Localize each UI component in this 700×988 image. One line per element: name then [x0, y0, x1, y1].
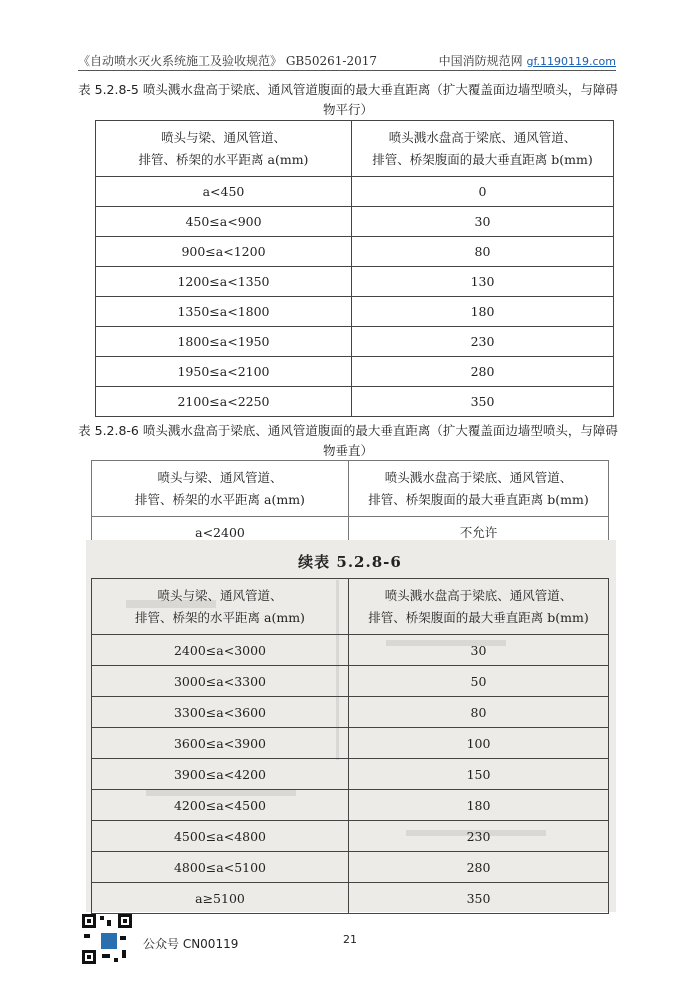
cell-b: 不允许 [349, 517, 609, 548]
table1-caption-line1: 表 5.2.8-5 喷头溅水盘高于梁底、通风管道腹面的最大垂直距离（扩大覆盖面边墙型喷头，与障碍 [78, 82, 618, 97]
site-url-link[interactable]: gf.1190119.com [526, 55, 616, 68]
cell-a: 1350≤a<1800 [96, 297, 352, 327]
cell-a: 4200≤a<4500 [92, 790, 349, 821]
table3-col1-header-line1: 喷头与梁、通风管道、 [157, 587, 283, 603]
table2-col1-header-line1: 喷头与梁、通风管道、 [157, 469, 283, 485]
cell-a: 2400≤a<3000 [92, 635, 349, 666]
cell-b: 180 [352, 297, 614, 327]
table-row [96, 237, 614, 267]
table2-caption [78, 421, 618, 461]
cell-b: 280 [352, 357, 614, 387]
wechat-account: 公众号 CN00119 [143, 937, 239, 951]
cell-b: 230 [352, 327, 614, 357]
site-name: 中国消防规范网 [438, 54, 523, 68]
cell-a: a<2400 [92, 517, 349, 548]
cell-b: 180 [349, 790, 609, 821]
cell-b: 350 [352, 387, 614, 417]
cell-a: 4500≤a<4800 [92, 821, 349, 852]
table-row [92, 821, 609, 852]
cell-b: 350 [349, 883, 609, 914]
header-divider [78, 70, 616, 71]
cell-a: 3000≤a<3300 [92, 666, 349, 697]
cell-a: 1200≤a<1350 [96, 267, 352, 297]
page-number: 21 [343, 933, 357, 946]
table1-col1-header [96, 121, 352, 177]
table2-caption-line2: 物垂直） [322, 443, 373, 458]
table1-col1-header-line2: 排管、桥架的水平距离 a(mm) [138, 151, 309, 167]
cell-a: 900≤a<1200 [96, 237, 352, 267]
table-row [92, 759, 609, 790]
cell-b: 150 [349, 759, 609, 790]
table1-col2-header [352, 121, 614, 177]
table3-col2-header-line1: 喷头溅水盘高于梁底、通风管道、 [384, 587, 573, 603]
table-row [96, 357, 614, 387]
table-row [96, 327, 614, 357]
cell-a: 1800≤a<1950 [96, 327, 352, 357]
table1-caption-line2: 物平行） [322, 102, 373, 117]
table2-col2-header [349, 461, 609, 517]
table2-header-row [92, 461, 609, 517]
cell-b: 80 [349, 697, 609, 728]
table3-col2-header-line2: 排管、桥架腹面的最大垂直距离 b(mm) [368, 609, 589, 625]
continued-table-title: 续表 5.2.8-6 [298, 553, 402, 571]
table-row [92, 697, 609, 728]
table1-col1-header-line1: 喷头与梁、通风管道、 [160, 129, 286, 145]
cell-b: 130 [352, 267, 614, 297]
cell-b: 30 [349, 635, 609, 666]
table1-col2-header-line1: 喷头溅水盘高于梁底、通风管道、 [388, 129, 577, 145]
table-row [96, 267, 614, 297]
cell-b: 100 [349, 728, 609, 759]
cell-a: 1950≤a<2100 [96, 357, 352, 387]
cell-b: 30 [352, 207, 614, 237]
cell-a: a<450 [96, 177, 352, 207]
table2-col1-header [92, 461, 349, 517]
table1-caption [78, 80, 618, 120]
table2 [91, 460, 609, 548]
cell-a: 3300≤a<3600 [92, 697, 349, 728]
table-row [96, 387, 614, 417]
table-row [96, 297, 614, 327]
cell-a: 3900≤a<4200 [92, 759, 349, 790]
cell-a: a≥5100 [92, 883, 349, 914]
table1-header-row [96, 121, 614, 177]
cell-b: 280 [349, 852, 609, 883]
cell-b: 80 [352, 237, 614, 267]
table-row [92, 883, 609, 914]
table2-col2-header-line2: 排管、桥架腹面的最大垂直距离 b(mm) [368, 491, 589, 507]
table-row [92, 790, 609, 821]
table3-header-row [92, 579, 609, 635]
table-row [96, 207, 614, 237]
table2-caption-line1: 表 5.2.8-6 喷头溅水盘高于梁底、通风管道腹面的最大垂直距离（扩大覆盖面边墙型喷头，与障碍 [78, 423, 618, 438]
cell-a: 4800≤a<5100 [92, 852, 349, 883]
cell-a: 3600≤a<3900 [92, 728, 349, 759]
table3-col2-header [349, 579, 609, 635]
table-row [92, 635, 609, 666]
cell-b: 50 [349, 666, 609, 697]
table-row [92, 852, 609, 883]
table-row [96, 177, 614, 207]
cell-a: 450≤a<900 [96, 207, 352, 237]
document-title: 《自动喷水灭火系统施工及验收规范》 GB50261-2017 [78, 54, 377, 68]
site-header [439, 52, 616, 69]
cell-a: 2100≤a<2250 [96, 387, 352, 417]
table3-col1-header-line2: 排管、桥架的水平距离 a(mm) [135, 609, 305, 625]
cell-b: 0 [352, 177, 614, 207]
table3 [91, 578, 609, 914]
table3-col1-header [92, 579, 349, 635]
table-row [92, 728, 609, 759]
table2-col2-header-line1: 喷头溅水盘高于梁底、通风管道、 [384, 469, 573, 485]
table-row [92, 666, 609, 697]
table1-col2-header-line2: 排管、桥架腹面的最大垂直距离 b(mm) [372, 151, 593, 167]
table1 [95, 120, 614, 417]
table2-col1-header-line2: 排管、桥架的水平距离 a(mm) [135, 491, 305, 507]
cell-b: 230 [349, 821, 609, 852]
